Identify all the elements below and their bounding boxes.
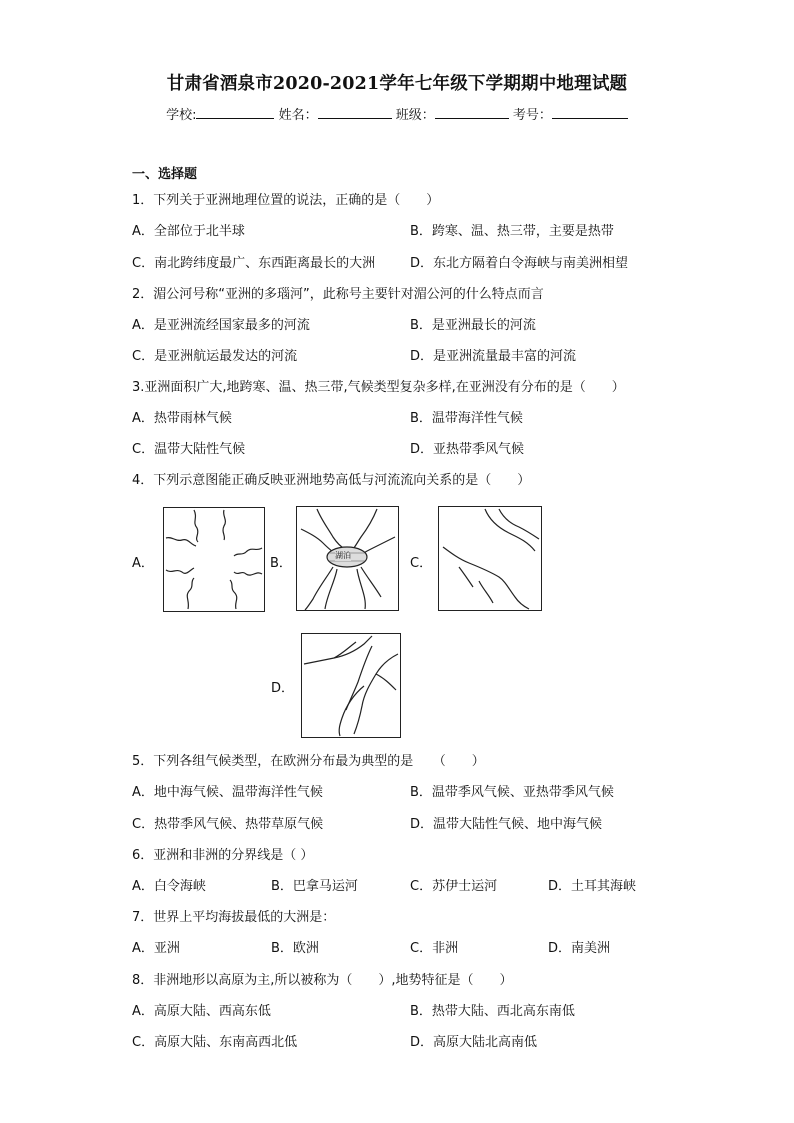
question-8-option-b[interactable]: B．热带大陆、西北高东南低	[410, 1004, 575, 1019]
question-8-option-d[interactable]: D．高原大陆北高南低	[410, 1035, 538, 1050]
class-field[interactable]	[435, 106, 509, 119]
question-8-option-a[interactable]: A．高原大陆、西高东低	[132, 1004, 271, 1019]
question-7-option-a[interactable]: A．亚洲	[132, 941, 180, 956]
question-1-option-a[interactable]: A．全部位于北半球	[132, 224, 245, 239]
question-3-option-d[interactable]: D．亚热带季风气候	[410, 442, 525, 457]
question-7-option-d[interactable]: D．南美洲	[548, 941, 611, 956]
river-map-c[interactable]	[438, 506, 542, 611]
question-1-stem: 1．下列关于亚洲地理位置的说法，正确的是（ ）	[132, 193, 440, 208]
question-2-stem: 2．湄公河号称“亚洲的多瑙河”，此称号主要针对湄公河的什么特点而言	[132, 287, 544, 302]
question-7-option-c[interactable]: C．非洲	[410, 941, 459, 956]
question-3-option-c[interactable]: C．温带大陆性气候	[132, 442, 246, 457]
question-4-stem: 4．下列示意图能正确反映亚洲地势高低与河流流向关系的是（ ）	[132, 473, 531, 488]
question-5-option-a[interactable]: A．地中海气候、温带海洋性气候	[132, 785, 323, 800]
question-7-stem: 7．世界上平均海拔最低的大洲是：	[132, 910, 336, 925]
exam-no-label: 考号：	[512, 108, 552, 123]
question-2-option-a[interactable]: A．是亚洲流经国家最多的河流	[132, 318, 310, 333]
river-map-a[interactable]	[163, 507, 265, 612]
question-6-stem: 6．亚洲和非洲的分界线是（ ）	[132, 848, 314, 863]
name-label: 姓名：	[278, 108, 318, 123]
question-5-option-b[interactable]: B．温带季风气候、亚热带季风气候	[410, 785, 614, 800]
name-field[interactable]	[318, 106, 392, 119]
question-1-option-b[interactable]: B．跨寒、温、热三带，主要是热带	[410, 224, 614, 239]
school-field[interactable]	[196, 106, 274, 119]
question-8-option-c[interactable]: C．高原大陆、东南高西北低	[132, 1035, 298, 1050]
river-map-d[interactable]	[301, 633, 401, 738]
question-3-option-b[interactable]: B．温带海洋性气候	[410, 411, 523, 426]
question-1-option-c[interactable]: C．南北跨纬度最广、东西距离最长的大洲	[132, 256, 376, 271]
question-4-option-c[interactable]: C．	[410, 556, 433, 571]
student-info-line	[0, 104, 794, 123]
question-5-option-c[interactable]: C．热带季风气候、热带草原气候	[132, 817, 324, 832]
question-4-option-d[interactable]: D．	[271, 681, 295, 696]
question-6-option-c[interactable]: C．苏伊士运河	[410, 879, 498, 894]
school-label: 学校:	[166, 108, 197, 123]
page-title: 甘肃省酒泉市2020-2021学年七年级下学期期中地理试题	[166, 74, 628, 94]
question-7-option-b[interactable]: B．欧洲	[271, 941, 319, 956]
question-6-option-d[interactable]: D．土耳其海峡	[548, 879, 637, 894]
question-6-option-a[interactable]: A．白令海峡	[132, 879, 206, 894]
river-map-b[interactable]	[296, 506, 399, 611]
section-title: 一、选择题	[132, 167, 198, 182]
question-5-stem: 5．下列各组气候类型，在欧洲分布最为典型的是 （ ）	[132, 754, 485, 769]
question-3-option-a[interactable]: A．热带雨林气候	[132, 411, 232, 426]
question-4-option-a[interactable]: A．	[132, 556, 154, 571]
question-8-stem: 8．非洲地形以高原为主,所以被称为（ ）,地势特征是（ ）	[132, 973, 513, 988]
class-label: 班级：	[395, 108, 435, 123]
question-2-option-d[interactable]: D．是亚洲流量最丰富的河流	[410, 349, 577, 364]
question-2-option-c[interactable]: C．是亚洲航运最发达的河流	[132, 349, 298, 364]
exam-no-field[interactable]	[552, 106, 628, 119]
question-1-option-d[interactable]: D．东北方隔着白令海峡与南美洲相望	[410, 256, 629, 271]
question-2-option-b[interactable]: B．是亚洲最长的河流	[410, 318, 536, 333]
question-6-option-b[interactable]: B．巴拿马运河	[271, 879, 358, 894]
lake-label: 湖泊	[335, 551, 351, 560]
question-3-stem: 3.亚洲面积广大,地跨寒、温、热三带,气候类型复杂多样,在亚洲没有分布的是（ ）	[132, 380, 625, 395]
question-4-option-b[interactable]: B．	[270, 556, 292, 571]
question-5-option-d[interactable]: D．温带大陆性气候、地中海气候	[410, 817, 603, 832]
